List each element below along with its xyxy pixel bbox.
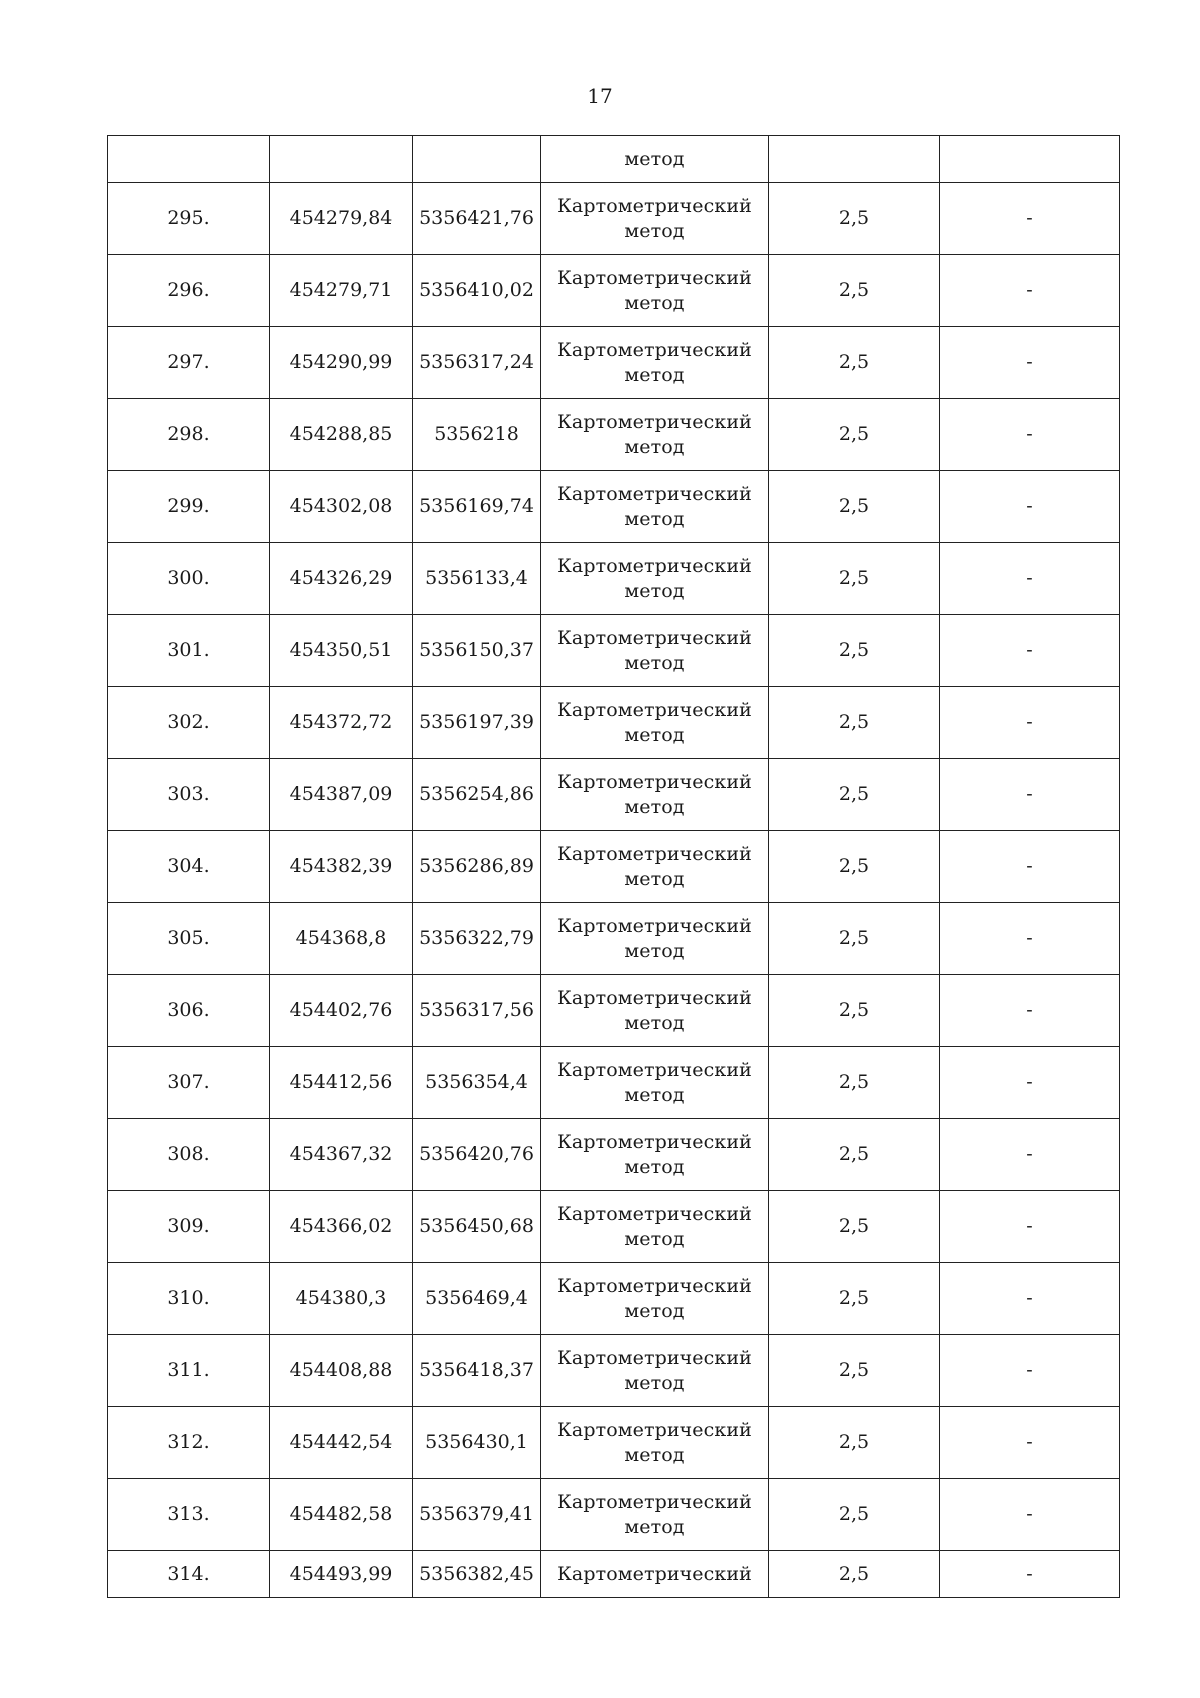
y-coordinate-cell: 5356418,37: [413, 1335, 541, 1407]
y-coordinate-cell: 5356317,56: [413, 975, 541, 1047]
point-number-cell: 313.: [108, 1479, 270, 1551]
coordinates-table: [107, 135, 1120, 1598]
accuracy-cell: 2,5: [769, 183, 940, 255]
x-coordinate-cell: 454366,02: [270, 1191, 413, 1263]
point-number-cell: 312.: [108, 1407, 270, 1479]
note-cell: -: [940, 1119, 1120, 1191]
accuracy-cell: 2,5: [769, 1551, 940, 1598]
point-number-cell: 310.: [108, 1263, 270, 1335]
table-row: [108, 543, 1120, 615]
table-row: [108, 1407, 1120, 1479]
table-row: [108, 615, 1120, 687]
x-coordinate-cell: 454350,51: [270, 615, 413, 687]
method-cell: Картометрический метод: [541, 759, 769, 831]
x-coordinate-cell: 454302,08: [270, 471, 413, 543]
note-cell: -: [940, 1191, 1120, 1263]
y-coordinate-cell: 5356354,4: [413, 1047, 541, 1119]
point-number-cell: 300.: [108, 543, 270, 615]
point-number-cell: 298.: [108, 399, 270, 471]
method-cell: Картометрический метод: [541, 543, 769, 615]
y-coordinate-cell: 5356218: [413, 399, 541, 471]
accuracy-cell: 2,5: [769, 1047, 940, 1119]
point-number-cell: 308.: [108, 1119, 270, 1191]
y-coordinate-cell: 5356150,37: [413, 615, 541, 687]
y-coordinate-cell: 5356382,45: [413, 1551, 541, 1598]
x-coordinate-cell: 454482,58: [270, 1479, 413, 1551]
method-cell: Картометрический метод: [541, 1479, 769, 1551]
accuracy-cell: 2,5: [769, 471, 940, 543]
accuracy-cell: 2,5: [769, 327, 940, 399]
table-row: [108, 903, 1120, 975]
y-coordinate-cell: 5356420,76: [413, 1119, 541, 1191]
method-cell: Картометрический метод: [541, 975, 769, 1047]
accuracy-cell: 2,5: [769, 831, 940, 903]
accuracy-cell: 2,5: [769, 1191, 940, 1263]
method-cell: Картометрический метод: [541, 1119, 769, 1191]
method-cell: Картометрический метод: [541, 687, 769, 759]
accuracy-cell: 2,5: [769, 1119, 940, 1191]
empty-cell: [108, 136, 270, 183]
point-number-cell: 304.: [108, 831, 270, 903]
method-cell: Картометрический метод: [541, 255, 769, 327]
y-coordinate-cell: 5356430,1: [413, 1407, 541, 1479]
point-number-cell: 309.: [108, 1191, 270, 1263]
x-coordinate-cell: 454380,3: [270, 1263, 413, 1335]
point-number-cell: 311.: [108, 1335, 270, 1407]
empty-cell: [940, 136, 1120, 183]
method-cell: Картометрический метод: [541, 471, 769, 543]
empty-cell: [413, 136, 541, 183]
note-cell: -: [940, 759, 1120, 831]
note-cell: -: [940, 1047, 1120, 1119]
y-coordinate-cell: 5356133,4: [413, 543, 541, 615]
accuracy-cell: 2,5: [769, 1335, 940, 1407]
method-cell: Картометрический метод: [541, 1335, 769, 1407]
note-cell: -: [940, 831, 1120, 903]
x-coordinate-cell: 454412,56: [270, 1047, 413, 1119]
y-coordinate-cell: 5356322,79: [413, 903, 541, 975]
table-row: [108, 1335, 1120, 1407]
table-row: [108, 759, 1120, 831]
accuracy-cell: 2,5: [769, 687, 940, 759]
method-cell: Картометрический: [541, 1551, 769, 1598]
x-coordinate-cell: 454402,76: [270, 975, 413, 1047]
empty-cell: [769, 136, 940, 183]
accuracy-cell: 2,5: [769, 975, 940, 1047]
note-cell: -: [940, 1335, 1120, 1407]
accuracy-cell: 2,5: [769, 615, 940, 687]
accuracy-cell: 2,5: [769, 1479, 940, 1551]
note-cell: -: [940, 543, 1120, 615]
method-cell: Картометрический метод: [541, 327, 769, 399]
method-cell: метод: [541, 136, 769, 183]
point-number-cell: 296.: [108, 255, 270, 327]
x-coordinate-cell: 454288,85: [270, 399, 413, 471]
point-number-cell: 307.: [108, 1047, 270, 1119]
x-coordinate-cell: 454493,99: [270, 1551, 413, 1598]
method-cell: Картометрический метод: [541, 1047, 769, 1119]
method-cell: Картометрический метод: [541, 1263, 769, 1335]
note-cell: -: [940, 1263, 1120, 1335]
y-coordinate-cell: 5356169,74: [413, 471, 541, 543]
note-cell: -: [940, 903, 1120, 975]
y-coordinate-cell: 5356197,39: [413, 687, 541, 759]
x-coordinate-cell: 454372,72: [270, 687, 413, 759]
note-cell: -: [940, 615, 1120, 687]
method-cell: Картометрический метод: [541, 831, 769, 903]
x-coordinate-cell: 454279,84: [270, 183, 413, 255]
y-coordinate-cell: 5356254,86: [413, 759, 541, 831]
table-row: [108, 1119, 1120, 1191]
y-coordinate-cell: 5356450,68: [413, 1191, 541, 1263]
y-coordinate-cell: 5356421,76: [413, 183, 541, 255]
table-row: [108, 687, 1120, 759]
table-row: [108, 255, 1120, 327]
note-cell: -: [940, 975, 1120, 1047]
note-cell: -: [940, 1479, 1120, 1551]
table-row: [108, 1191, 1120, 1263]
point-number-cell: 306.: [108, 975, 270, 1047]
note-cell: -: [940, 399, 1120, 471]
accuracy-cell: 2,5: [769, 543, 940, 615]
accuracy-cell: 2,5: [769, 903, 940, 975]
accuracy-cell: 2,5: [769, 1263, 940, 1335]
method-cell: Картометрический метод: [541, 1191, 769, 1263]
x-coordinate-cell: 454408,88: [270, 1335, 413, 1407]
table-row: [108, 975, 1120, 1047]
table-row: [108, 327, 1120, 399]
point-number-cell: 314.: [108, 1551, 270, 1598]
y-coordinate-cell: 5356410,02: [413, 255, 541, 327]
table-row: [108, 399, 1120, 471]
table-row: [108, 1551, 1120, 1598]
x-coordinate-cell: 454382,39: [270, 831, 413, 903]
y-coordinate-cell: 5356286,89: [413, 831, 541, 903]
accuracy-cell: 2,5: [769, 255, 940, 327]
x-coordinate-cell: 454442,54: [270, 1407, 413, 1479]
y-coordinate-cell: 5356379,41: [413, 1479, 541, 1551]
method-cell: Картометрический метод: [541, 903, 769, 975]
note-cell: -: [940, 471, 1120, 543]
accuracy-cell: 2,5: [769, 759, 940, 831]
continuation-row: [108, 136, 1120, 183]
note-cell: -: [940, 183, 1120, 255]
table-row: [108, 183, 1120, 255]
table-row: [108, 831, 1120, 903]
x-coordinate-cell: 454326,29: [270, 543, 413, 615]
x-coordinate-cell: 454279,71: [270, 255, 413, 327]
table-row: [108, 1263, 1120, 1335]
note-cell: -: [940, 687, 1120, 759]
point-number-cell: 305.: [108, 903, 270, 975]
x-coordinate-cell: 454367,32: [270, 1119, 413, 1191]
note-cell: -: [940, 255, 1120, 327]
method-cell: Картометрический метод: [541, 615, 769, 687]
y-coordinate-cell: 5356317,24: [413, 327, 541, 399]
empty-cell: [270, 136, 413, 183]
accuracy-cell: 2,5: [769, 1407, 940, 1479]
point-number-cell: 295.: [108, 183, 270, 255]
note-cell: -: [940, 1551, 1120, 1598]
x-coordinate-cell: 454368,8: [270, 903, 413, 975]
method-cell: Картометрический метод: [541, 399, 769, 471]
y-coordinate-cell: 5356469,4: [413, 1263, 541, 1335]
method-cell: Картометрический метод: [541, 183, 769, 255]
table-row: [108, 471, 1120, 543]
x-coordinate-cell: 454290,99: [270, 327, 413, 399]
point-number-cell: 302.: [108, 687, 270, 759]
point-number-cell: 301.: [108, 615, 270, 687]
point-number-cell: 299.: [108, 471, 270, 543]
point-number-cell: 297.: [108, 327, 270, 399]
table-row: [108, 1047, 1120, 1119]
page-number: 17: [587, 84, 613, 108]
x-coordinate-cell: 454387,09: [270, 759, 413, 831]
point-number-cell: 303.: [108, 759, 270, 831]
method-cell: Картометрический метод: [541, 1407, 769, 1479]
note-cell: -: [940, 327, 1120, 399]
note-cell: -: [940, 1407, 1120, 1479]
table-row: [108, 1479, 1120, 1551]
accuracy-cell: 2,5: [769, 399, 940, 471]
